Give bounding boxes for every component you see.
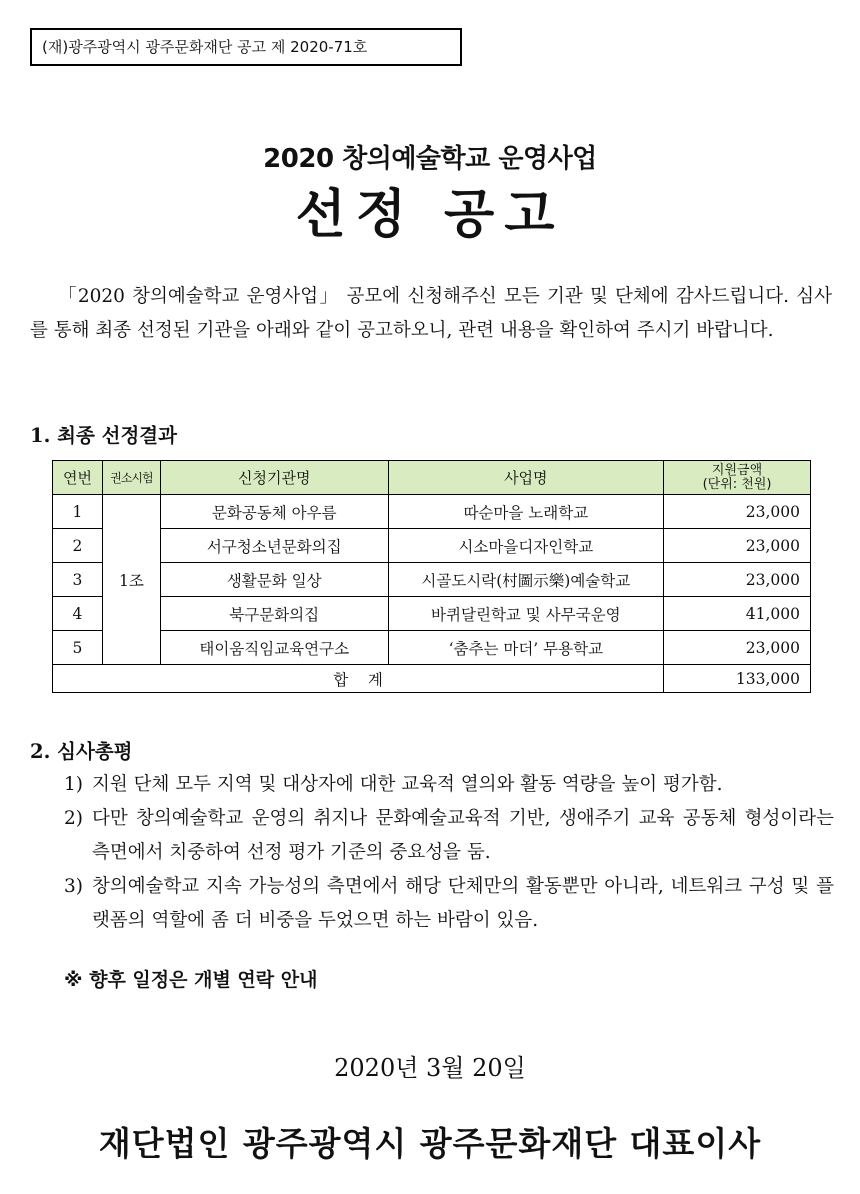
table-row xyxy=(53,495,811,529)
row-org: 문화공동체 아우름 xyxy=(160,495,388,529)
notice-number: (재)광주광역시 광주문화재단 공고 제 2020-71호 xyxy=(42,38,368,56)
row-no: 1 xyxy=(53,495,103,529)
review-item-number: 1) xyxy=(64,774,83,795)
notice-number-box xyxy=(30,28,462,66)
row-no: 4 xyxy=(53,597,103,631)
review-item-text: 지원 단체 모두 지역 및 대상자에 대한 교육적 열의와 활동 역량을 높이 평가함. xyxy=(92,774,723,795)
signer: 재단법인 광주광역시 광주문화재단 대표이사 xyxy=(98,1124,762,1163)
col-header-no: 연번 xyxy=(53,461,103,495)
table-header-row xyxy=(53,461,811,495)
col-header-project: 사업명 xyxy=(388,461,664,495)
col-header-amount-unit: (단위: 천원) xyxy=(702,476,772,492)
total-amount: 133,000 xyxy=(664,665,811,693)
row-amount: 23,000 xyxy=(664,529,811,563)
list-item xyxy=(64,802,834,870)
col-header-amount xyxy=(664,461,811,495)
row-no: 3 xyxy=(53,563,103,597)
intro-paragraph: 「2020 창의예술학교 운영사업」 공모에 신청해주신 모든 기관 및 단체에 감사드립니다. 심사를 통해 최종 선정된 기관을 아래와 같이 공고하오니, 관련 내용을 확인하여 주시기 바랍니다. xyxy=(30,286,832,341)
review-item-text: 다만 창의예술학교 운영의 취지나 문화예술교육적 기반, 생애주기 교육 공동체 형성이라는 측면에서 치중하여 선정 평가 기준의 중요성을 둠. xyxy=(92,808,834,863)
row-org: 태이움직임교육연구소 xyxy=(160,631,388,665)
row-project: 시골도시락(村圖示樂)예술학교 xyxy=(388,563,664,597)
document-title: 선정 공고 xyxy=(295,185,565,245)
selection-result-table xyxy=(52,460,811,693)
table-row xyxy=(53,529,811,563)
row-amount: 23,000 xyxy=(664,563,811,597)
row-amount: 41,000 xyxy=(664,597,811,631)
row-project: 시소마을디자인학교 xyxy=(388,529,664,563)
list-item xyxy=(64,870,834,938)
table-row xyxy=(53,631,811,665)
review-item-text: 창의예술학교 지속 가능성의 측면에서 해당 단체만의 활동뿐만 아니라, 네트워크 구성 및 플랫폼의 역할에 좀 더 비중을 두었으면 하는 바람이 있음. xyxy=(92,876,834,931)
announcement-date: 2020년 3월 20일 xyxy=(334,1054,526,1082)
row-project: ‘춤추는 마더’ 무용학교 xyxy=(388,631,664,665)
table-row xyxy=(53,597,811,631)
col-header-org: 신청기관명 xyxy=(160,461,388,495)
row-org: 생활문화 일상 xyxy=(160,563,388,597)
row-no: 5 xyxy=(53,631,103,665)
review-item-number: 3) xyxy=(64,876,83,897)
section-2-heading: 2. 심사총평 xyxy=(30,740,133,763)
row-org: 북구문화의집 xyxy=(160,597,388,631)
table-total-row xyxy=(53,665,811,693)
table-row xyxy=(53,563,811,597)
row-amount: 23,000 xyxy=(664,631,811,665)
row-org: 서구청소년문화의집 xyxy=(160,529,388,563)
schedule-note: ※ 향후 일정은 개별 연락 안내 xyxy=(64,969,318,991)
list-item xyxy=(64,768,834,802)
review-list xyxy=(64,768,834,938)
row-group: 1조 xyxy=(102,495,160,665)
review-item-number: 2) xyxy=(64,808,83,829)
row-project: 바퀴달린학교 및 사무국운영 xyxy=(388,597,664,631)
total-label: 합 계 xyxy=(53,665,664,693)
col-header-amount-label: 지원금액 xyxy=(711,462,763,478)
row-amount: 23,000 xyxy=(664,495,811,529)
section-1-heading: 1. 최종 선정결과 xyxy=(30,424,177,447)
col-header-group: 권소시험 xyxy=(102,461,160,495)
row-no: 2 xyxy=(53,529,103,563)
row-project: 따순마을 노래학교 xyxy=(388,495,664,529)
document-subtitle: 2020 창의예술학교 운영사업 xyxy=(263,144,597,174)
